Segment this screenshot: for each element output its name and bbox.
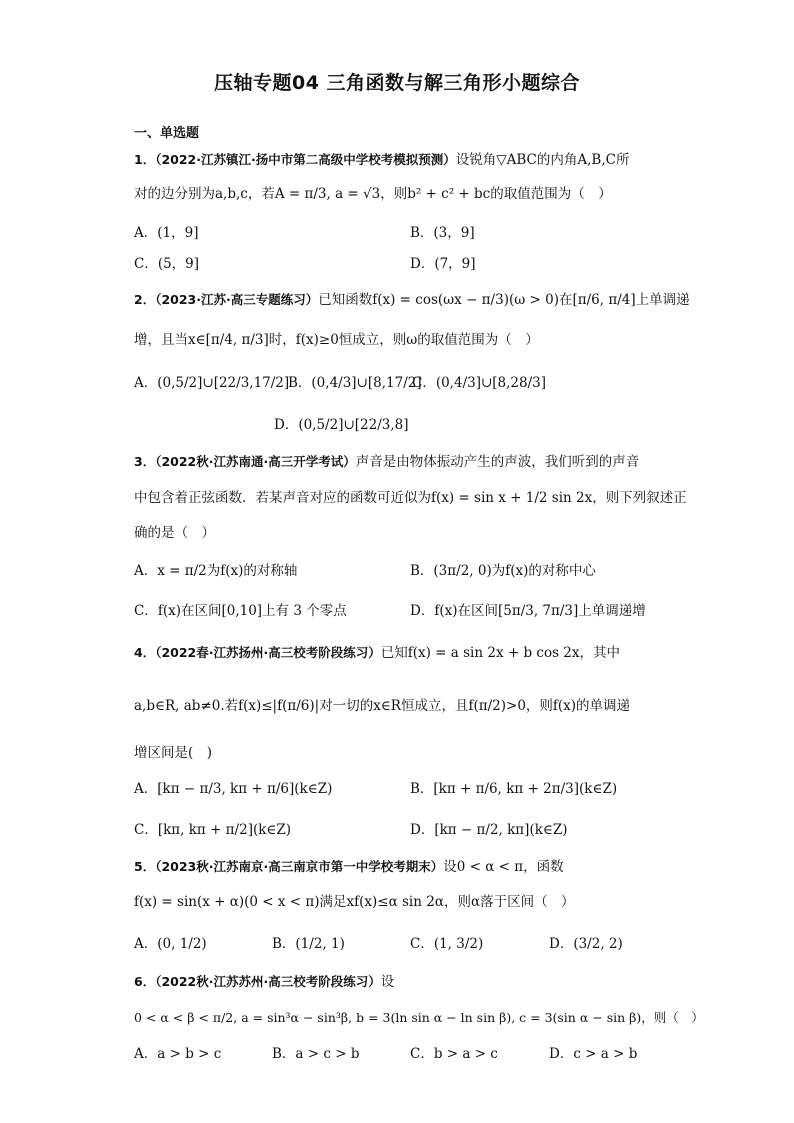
page-title: 压轴专题04 三角函数与解三角形小题综合 <box>213 72 581 94</box>
question-number: 4． <box>134 645 156 660</box>
question-4-line-1 <box>134 643 620 663</box>
option-b: B．(0,4/3]∪[8,17/2] <box>288 375 422 391</box>
option-b: B．(3，9] <box>410 225 475 241</box>
question-6-line-1 <box>134 972 394 992</box>
question-source: （2022·江苏镇江·扬中市第二高级中学校考模拟预测） <box>155 152 456 167</box>
question-5-line-1 <box>134 857 564 877</box>
option-c: C．(0,4/3]∪[8,28/3] <box>412 375 547 391</box>
option-a: A．(0,5/2]∪[22/3,17/2] <box>134 375 290 391</box>
option-d: D．(3/2, 2) <box>549 936 623 952</box>
question-text: 设 <box>380 974 395 990</box>
question-number: 3． <box>134 454 156 469</box>
question-4-line-3: 增区间是( ) <box>134 745 213 761</box>
option-d: D．f(x)在区间[5π/3, 7π/3]上单调递增 <box>410 603 646 619</box>
question-number: 5． <box>134 859 156 874</box>
question-1-line-2: 对的边分别为a,b,c，若A = π/3, a = √3，则b² + c² + bc的取值范围为（ ） <box>134 186 612 202</box>
option-b: B．[kπ + π/6, kπ + 2π/3](k∈Z) <box>410 781 618 797</box>
option-b: B．a > c > b <box>272 1046 360 1062</box>
question-source: （2023秋·江苏南京·高三南京市第一中学校考期末） <box>155 859 444 874</box>
option-a: A．[kπ − π/3, kπ + π/6](k∈Z) <box>134 781 333 797</box>
question-text: 已知函数f(x) = cos(ωx − π/3)(ω > 0)在[π/6, π/4]上单调递 <box>318 292 690 308</box>
question-source: （2023·江苏·高三专题练习） <box>155 292 319 307</box>
question-1-line-1 <box>134 150 629 170</box>
question-4-line-2: a,b∈R, ab≠0.若f(x)≤|f(π/6)|对一切的x∈R恒成立，且f(π/2)>0，则f(x)的单调递 <box>134 698 631 714</box>
question-3-line-1 <box>134 452 639 472</box>
question-text: 设锐角▽ABC的内角A,B,C所 <box>455 152 630 168</box>
option-a: A．a > b > c <box>134 1046 222 1062</box>
question-source: （2022春·江苏扬州·高三校考阶段练习） <box>155 645 381 660</box>
question-3-line-3: 确的是（ ） <box>134 525 215 541</box>
option-c: C．(1, 3/2) <box>410 936 484 952</box>
option-d: D．(7，9] <box>410 256 476 272</box>
question-number: 1． <box>134 152 156 167</box>
question-number: 6． <box>134 974 156 989</box>
option-c: C．b > a > c <box>410 1046 498 1062</box>
question-source: （2022秋·江苏南通·高三开学考试） <box>155 454 356 469</box>
question-5-line-2: f(x) = sin(x + α)(0 < x < π)满足xf(x)≤α sin 2α，则α落于区间（ ） <box>134 894 575 910</box>
option-c: C．[kπ, kπ + π/2](k∈Z) <box>134 822 292 838</box>
option-c: C．(5，9] <box>134 256 200 272</box>
option-b: B．(1/2, 1) <box>272 936 345 952</box>
option-d: D．c > a > b <box>549 1046 638 1062</box>
option-b: B．(3π/2, 0)为f(x)的对称中心 <box>410 563 596 579</box>
option-d: D．[kπ − π/2, kπ](k∈Z) <box>410 822 568 838</box>
question-text: 已知f(x) = a sin 2x + b cos 2x，其中 <box>380 645 620 661</box>
question-2-line-1 <box>134 290 690 310</box>
question-6-line-2: 0 < α < β < π/2, a = sin³α − sin³β, b = 3(ln sin α − ln sin β), c = 3(sin α − sin β)，则（ ） <box>134 1010 704 1025</box>
question-text: 声音是由物体振动产生的声波，我们听到的声音 <box>355 454 640 470</box>
section-heading: 一、单选题 <box>134 126 200 141</box>
question-source: （2022秋·江苏苏州·高三校考阶段练习） <box>155 974 381 989</box>
option-a: A．x = π/2为f(x)的对称轴 <box>134 563 298 579</box>
question-number: 2． <box>134 292 156 307</box>
option-a: A．(0, 1/2) <box>134 936 207 952</box>
option-c: C．f(x)在区间[0,10]上有 3 个零点 <box>134 603 347 619</box>
question-2-line-2: 增，且当x∈[π/4, π/3]时，f(x)≥0恒成立，则ω的取值范围为（ ） <box>134 332 539 348</box>
option-a: A．(1，9] <box>134 225 199 241</box>
question-3-line-2: 中包含着正弦函数．若某声音对应的函数可近似为f(x) = sin x + 1/2 sin 2x，则下列叙述正 <box>134 490 687 506</box>
question-text: 设0 < α < π，函数 <box>443 859 564 875</box>
option-d: D．(0,5/2]∪[22/3,8] <box>274 417 409 433</box>
